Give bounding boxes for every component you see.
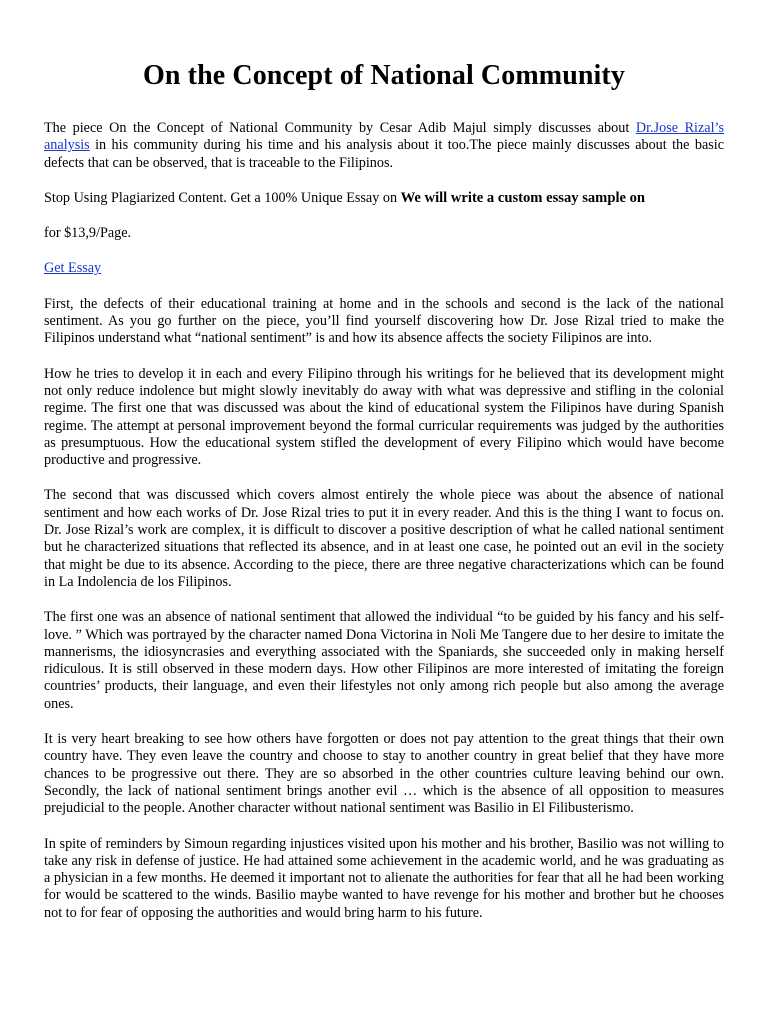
body-paragraph-2: How he tries to develop it in each and every Filipino through his writings for he believed that its development might not only reduce indolence but might slowly inevitably do away with what was depressive and stifling in the colonial regime. The first one that was discussed was about the kind of educational system the Filipinos have during Spanish regime. The attempt at personal improvement beyond the formal curricular requirements was judged by the authorities as presumptuous. How the educational system stifled the development of every Filipino which would have become productive and progressive. (44, 365, 724, 469)
body-paragraph-6: In spite of reminders by Simoun regarding injustices visited upon his mother and his brother, Basilio was not willing to take any risk in defense of justice. He had attained some achievement in the academic world, and he was graduating as a physician in a few months. He deemed it important not to alienate the authorities for fear that all he had been working for would be scattered to the winds. Basilio maybe wanted to have revenge for his mother and brother but he chooses not to for fear of opposing the authorities and would bring harm to his future. (44, 835, 724, 921)
intro-text-before: The piece On the Concept of National Community by Cesar Adib Majul simply discusses about (44, 120, 636, 136)
intro-text-after: in his community during his time and his analysis about it too.The piece mainly discusses about the basic defects that can be observed, that is traceable to the Filipinos. (44, 137, 724, 171)
cta-paragraph (44, 260, 724, 277)
rizal-analysis-link[interactable]: Dr.Jose Rizal’s analysis (44, 120, 724, 154)
get-essay-link[interactable]: Get Essay (44, 260, 102, 277)
price-text: for $13,9/Page. (44, 225, 132, 242)
body-paragraph-5: It is very heart breaking to see how others have forgotten or does not pay attention to the great things that their own country have. They even leave the country and choose to stay to another country in great belief that they have more chances to be progressive out there. They are so absorbed in the other countries culture leaving behind our own. Secondly, the lack of national sentiment brings another evil … which is the absence of all opposition to measures prejudicial to the people. Another character without national sentiment was Basilio in El Filibusterismo. (44, 731, 724, 817)
intro-paragraph (44, 120, 724, 172)
body-paragraph-3: The second that was discussed which covers almost entirely the whole piece was about the absence of national sentiment and how each works of Dr. Jose Rizal tries to put it in every reader. And this is the thing I want to focus on. Dr. Jose Rizal’s work are complex, it is difficult to discover a positive description of what he called national sentiment but he characterized situations that reflected its absence, and in at least one case, he pointed out an evil in the society that might be due to its absence. According to the piece, there are three negative characterizations which can be found in La Indolencia de los Filipinos. (44, 487, 724, 590)
page-title: On the Concept of National Community (143, 60, 625, 91)
promo-paragraph (44, 190, 724, 207)
body-paragraph-4: The first one was an absence of national sentiment that allowed the individual “to be guided by his fancy and his self-love. ” Which was portrayed by the character named Dona Victorina in Noli Me Tangere due to her desire to imitate the mannerisms, the idiosyncrasies and everything associated with the Spaniards, she succeeded only in making herself ridiculous. It is still observed in these modern days. How other Filipinos are more interested of imitating the foreign countries’ products, their language, and even their lifestyles not only among rich people but also among the average ones. (44, 609, 724, 712)
body-paragraph-1: First, the defects of their educational training at home and in the schools and second is the lack of the national sentiment. As you go further on the piece, you’ll find yourself discovering how Dr. Jose Rizal tried to make the Filipinos understand what “national sentiment” is and how its absence affects the society Filipinos are into. (44, 295, 724, 347)
promo-bold-text: We will write a custom essay sample on (400, 189, 646, 206)
promo-text: Stop Using Plagiarized Content. Get a 100% Unique Essay on (44, 189, 401, 206)
